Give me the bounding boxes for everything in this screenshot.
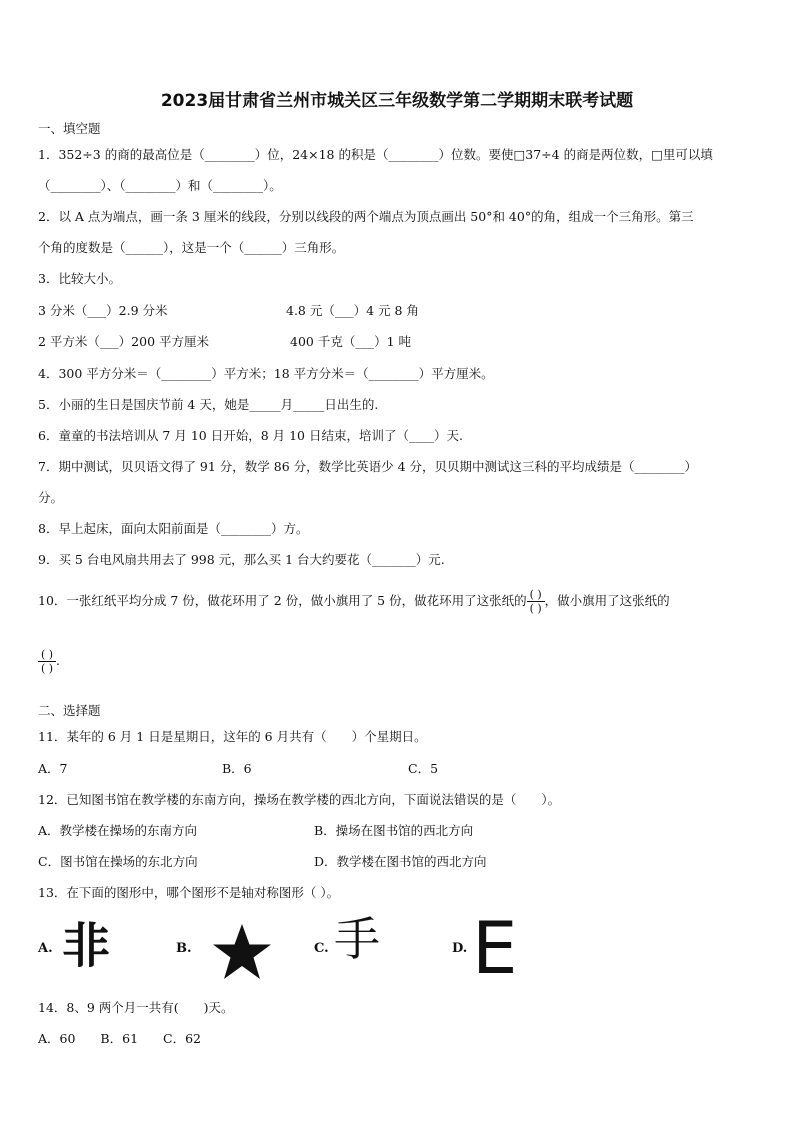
question-12-option-c: C．图书馆在操场的东北方向	[38, 854, 198, 869]
figure-shou-character: 手	[334, 912, 380, 966]
question-1-line-1: 1．352÷3 的商的最高位是（________）位，24×18 的积是（________）位数。要使□37÷4 的商是两位数，□里可以填	[38, 147, 713, 162]
star-icon	[210, 922, 274, 982]
question-3-item-a: 3 分米（___）2.9 分米	[38, 303, 168, 318]
fraction-denominator: ( )	[40, 662, 54, 675]
question-7-line-2: 分。	[38, 490, 64, 505]
question-13-label-d: D.	[452, 941, 468, 956]
fraction-numerator: ( )	[40, 648, 54, 661]
question-1-line-2: （________）、（________）和（________）。	[38, 178, 282, 193]
question-6: 6．童童的书法培训从 7 月 10 日开始，8 月 10 日结束，培训了（____）天.	[38, 428, 463, 443]
question-10-line-2	[38, 648, 60, 675]
section-multiple-choice: 二、选择题	[38, 703, 101, 718]
fraction-numerator: ( )	[529, 588, 542, 601]
question-14: 14．8、9 两个月一共有( )天。	[38, 1000, 234, 1015]
question-2-line-2: 个角的度数是（______），这是一个（______）三角形。	[38, 240, 345, 255]
question-13: 13．在下面的图形中，哪个图形不是轴对称图形（ ）。	[38, 885, 340, 900]
page-title: 2023届甘肃省兰州市城关区三年级数学第二学期期末联考试题	[160, 91, 634, 111]
fraction-blank	[38, 648, 56, 675]
question-12-option-b: B．操场在图书馆的西北方向	[314, 823, 474, 838]
question-10-text-1: 10．一张红纸平均分成 7 份，做花环用了 2 份，做小旗用了 5 份，做花环用了这张纸的	[38, 593, 527, 608]
question-10-line-1	[38, 588, 670, 615]
question-11-option-c: C．5	[408, 761, 439, 776]
question-11-option-a: A．7	[38, 761, 68, 776]
question-3-item-d: 400 千克（___）1 吨	[290, 334, 412, 349]
question-3: 3．比较大小。	[38, 271, 121, 286]
question-8: 8．早上起床，面向太阳前面是（________）方。	[38, 521, 309, 536]
question-12-option-a: A．教学楼在操场的东南方向	[38, 823, 198, 838]
question-12-option-d: D．教学楼在图书馆的西北方向	[314, 854, 487, 869]
question-9: 9．买 5 台电风扇共用去了 998 元，那么买 1 台大约要花（_______）元.	[38, 552, 445, 567]
question-3-item-b: 4.8 元（___）4 元 8 角	[286, 303, 419, 318]
question-3-item-c: 2 平方米（___）200 平方厘米	[38, 334, 210, 349]
question-11: 11．某年的 6 月 1 日是星期日，这年的 6 月共有（ ）个星期日。	[38, 729, 427, 744]
fraction-denominator: ( )	[529, 602, 542, 615]
question-7-line-1: 7．期中测试，贝贝语文得了 91 分，数学 86 分，数学比英语少 4 分，贝贝期中测试这三科的平均成绩是（________）	[38, 459, 698, 474]
question-10-text-2: ，做小旗用了这张纸的	[544, 593, 670, 608]
fraction-blank	[527, 588, 545, 615]
question-5: 5．小丽的生日是国庆节前 4 天，她是_____月_____日出生的.	[38, 397, 379, 412]
question-13-label-c: C.	[314, 941, 329, 956]
question-14-options: A．60 B．61 C．62	[38, 1031, 201, 1046]
question-4: 4．300 平方分米＝（________）平方米；18 平方分米＝（________）平方厘米。	[38, 366, 494, 381]
question-13-label-b: B.	[176, 941, 192, 956]
question-11-option-b: B．6	[222, 761, 252, 776]
figure-letter-e: E	[472, 906, 518, 990]
question-12: 12．已知图书馆在教学楼的东南方向，操场在教学楼的西北方向，下面说法错误的是（ ）。	[38, 792, 561, 807]
section-fill-in-blank: 一、填空题	[38, 121, 101, 136]
question-13-label-a: A.	[38, 941, 53, 956]
question-2-line-1: 2．以 A 点为端点，画一条 3 厘米的线段，分别以线段的两个端点为顶点画出 50°和 40°的角，组成一个三角形。第三	[38, 209, 694, 224]
question-10-end: .	[56, 653, 60, 668]
figure-fei-character: 非	[62, 918, 111, 974]
